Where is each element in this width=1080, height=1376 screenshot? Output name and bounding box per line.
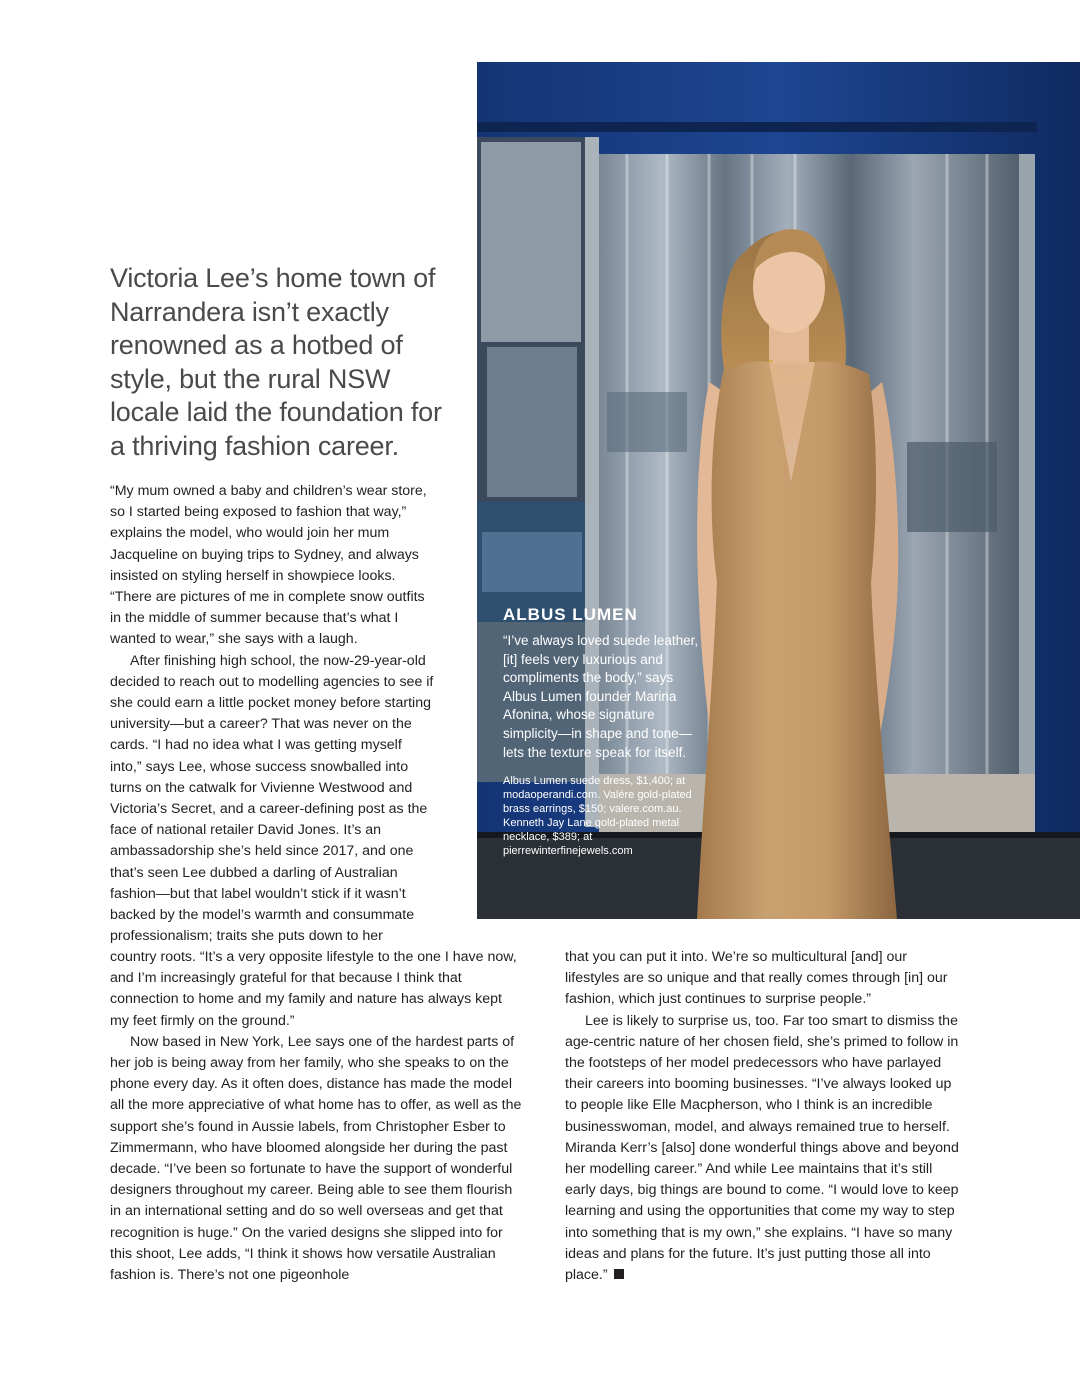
paragraph: Now based in New York, Lee says one of the hardest parts of her job is being away from her family, who she speaks to on the phone every day. As it often does, distance has made the model all the more appreciative of what home has to offer, as well as the support she’s found in Aussie labels, from Christopher Esber to Zimmermann, who have bloomed alongside her during the past decade. “I’ve been so fortunate to have the support of wonderful designers throughout my career. Being able to see them flourish in an international setting and do so well overseas and get that recognition is huge.” On the varied designs she slipped into for this shoot, Lee adds, “I think it shows how versatile Australian fashion is. There’s not one pigeonhole — [110, 1033, 522, 1284]
paragraph: “My mum owned a baby and children’s wear store, so I started being exposed to fashion that way,” explains the model, who would join her mum Jacqueline on buying trips to Sydney, and always insisted on styling herself in showpiece looks. “There are pictures of me in complete snow outfits in the middle of summer because that’s what I wanted to wear,” she says with a laugh. — [110, 483, 427, 648]
paragraph: that you can put it into. We’re so multicultural [and] our lifestyles are so unique and that really comes through [in] our fashion, which just continues to surprise people.” — [565, 949, 948, 1008]
end-mark-icon — [614, 1269, 624, 1279]
closing-paragraph-text: Lee is likely to surprise us, too. Far too smart to dismiss the age-centric nature of her chosen field, she’s primed to follow in the footsteps of her model predecessors who have parlayed their careers into booming businesses. “I’ve always looked up to people like Elle Macpherson, who I think is an incredible businesswoman, model, and always remained true to herself. Miranda Kerr’s [also] done wonderful things above and beyond her modelling career.” And while Lee maintains that it’s still early days, big things are bound to come. “I would love to keep learning and using the opportunities that come my way to step into something that is my own,” she explains. “I have so many ideas and plans for the future. It’s just putting those all into place.” — [565, 1012, 959, 1284]
brand-heading: ALBUS LUMEN — [503, 605, 638, 624]
paragraph — [565, 1011, 965, 1287]
paragraph: country roots. “It’s a very opposite lifestyle to the one I have now, and I’m increasingly grateful for that because I think that connection to home and my family and nature has always kept my feet firmly on the ground.” — [110, 949, 517, 1029]
photo-caption-overlay — [503, 604, 703, 858]
column-left-top — [110, 481, 436, 947]
column-right — [565, 947, 965, 1286]
column-left-bottom — [110, 947, 522, 1286]
brand-quote: “I’ve always loved suede leather, [it] feels very luxurious and compliments the body,” says Albus Lumen founder Marina Afonina, whose signature simplicity—in shape and tone—lets the texture speak for itself. — [503, 633, 699, 760]
paragraph: After finishing high school, the now-29-year-old decided to reach out to modelling agencies to see if she could earn a little pocket money before starting university—but a career? That was never on the cards. “I had no idea what I was getting myself into,” says Lee, whose success snowballed into turns on the catwalk for Vivienne Westwood and Victoria’s Secret, and a career-defining post as the face of national retailer David Jones. It’s an ambassadorship she’s held since 2017, and one that’s seen Lee dubbed a darling of Australian fashion—but that label wouldn’t stick if it wasn’t backed by the model’s warmth and consummate professionalism; traits she puts down to her — [110, 652, 434, 945]
standfirst: Victoria Lee’s home town of Narrandera isn’t exactly renowned as a hotbed of style, but the rural NSW locale laid the foundation for a thriving fashion career. — [110, 263, 442, 461]
fashion-photo — [477, 62, 1080, 919]
product-credits: Albus Lumen suede dress, $1,400; at modaoperandi.com. Valére gold-plated brass earrings, $150; valere.com.au. Kenneth Jay Lane gold-plated metal necklace, $389; at pierrewinterfinejewels.com — [503, 775, 692, 858]
